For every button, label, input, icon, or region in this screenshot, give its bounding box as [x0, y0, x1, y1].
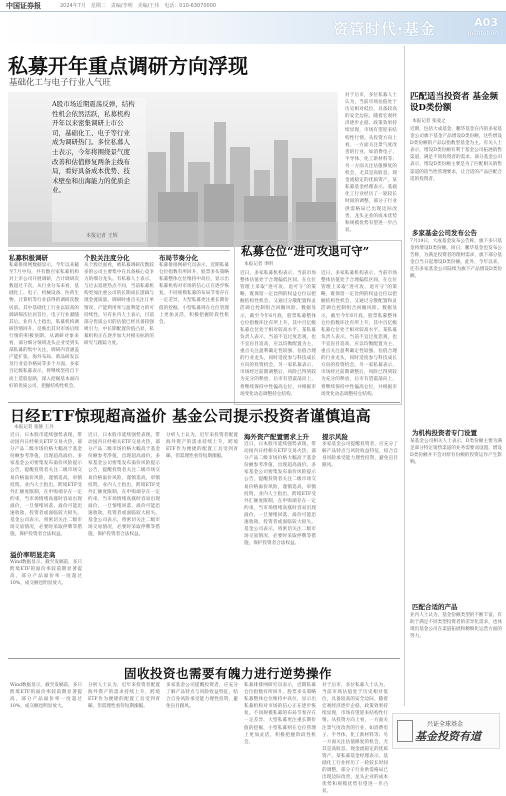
masthead-strip — [0, 0, 506, 12]
article4-body: 私募排排网研究员表示，近期私募仓位指数有所回升，股票多头策略私募整体仓位维持中高位，显示出私募机构对市场的信心正在逐步恢复。不同规模私募的布局节奏存在一定差异，大型私募更注重长期价值的挖掘，小型私募则在仓位管理上更加灵活，积极把握阶段性机会。 — [244, 683, 316, 745]
sidebar-body: 某基金公司相关人士表示，D类份额主要为满足部分特定销售渠道的业务需要而设置，增设D类份额并不会对原有份额的投资运作产生影响。 — [410, 439, 502, 466]
article3-section-heading: 提示风险 — [322, 433, 348, 441]
article1-body: 从个股层面看，被私募调研次数较多的公司主要集中在具备核心竞争力的细分龙头。有私募人士表示，与过去追逐热点不同，当前私募机构更加注重公司的长期成长逻辑与现金流质量，调研时重点关注订单情况、产能利用率与盈利能力的可持续性。另有业内人士表示，目前部分优质公司的估值已经具备较强吸引力，中长期配置价值凸显，私募机构正在逐步加大对相关标的的研究与跟踪力度。 — [84, 263, 154, 347]
divider — [8, 402, 400, 403]
article2-body-continued: 近日，多家私募机构表示，当前市场整体估值处于合理偏低区间，在仓位管理上采取“进可攻、退可守”的策略，既保留一定比例的权益仓位以把握结构性机会，又通过分散配置和灵活调仓控制组合回撤风险。数据显示，截至今年6月底，股票私募整体仓位指数环比有所上升，其中百亿级私募仓位处于相对较高水平。某私募负责人表示，当前不宜过度悲观，也不宜盲目追高，应以均衡配置为主，重点关注盈利确定性较强、估值合理的行业龙头，同时适度参与科技成长方向的投资机会。另一家私募表示，市场经过前期调整后，风险已得到较为充分的释放，后市有望震荡向上，将继续保持中性偏高仓位，并根据市场变化动态调整持仓结构。 — [321, 271, 397, 397]
sidebar-body: 7月19日，大成基金发布公告称，旗下多只基金将增设D类份额。同日，鹏华基金也发布公告称，为满足投资者的理财需求，旗下部分基金自当日起增设D类份额。此外，今年以来，还有多家基金公司陆续为旗下产品增设D类份额。 — [410, 239, 502, 280]
ad-company: 兴证全球基金 — [427, 721, 464, 728]
divider — [8, 250, 230, 251]
sidebar-body: 业内人士认为，基金份额类型的不断丰富，有助于满足不同类型投资者的差异化需求，也体现出基金公司在渠道拓展和精细化运营方面的努力。 — [410, 613, 502, 640]
article3-section-heading: 海外资产配置需求上升 — [244, 433, 309, 441]
article4-headline: 固收投资也需要有魄力进行逆势操作 — [124, 666, 333, 681]
section-title: 资管时代·基金 — [333, 20, 436, 38]
sidebar-divider — [404, 46, 405, 706]
article1-section-heading: 个股关注度分化 — [84, 254, 130, 262]
brand-logo-icon — [397, 720, 413, 742]
section-banner — [0, 12, 506, 44]
article4-body: 多家基金公司提醒投资者，应充分了解产品特点与风险收益特征，结合自身风险承受能力理性投资，避免盲目跟风。 — [166, 683, 238, 710]
article4-body: 分析人士认为，近年来投资者配置海外资产的需求持续上升，跨境ETF作为便捷的配置工具受到青睐，但需理性看待短期涨幅。 — [88, 683, 160, 710]
article3-body: Wind数据显示，截至发稿前，多只跨境ETF的溢价率较前期显著提高，部分产品溢价率一度超过10%，成交额也明显放大。 — [10, 560, 82, 587]
article1-subheadline: 基础化工与电子行业人气旺 — [9, 78, 112, 88]
page-number: A03 — [474, 16, 498, 29]
article3-byline: 本报记者 张静 王丹 — [14, 425, 54, 430]
article3-body: 近日，日本股市延续强势表现，带动国内日经相关ETF交易火热，部分产品二级市场价格大幅高于基金份额参考净值，出现超高溢价。多家基金公司密集发布溢价风险提示公告，提醒投资者关注二级市场交易价格溢价风险，谨慎追高，审慎投资。业内人士指出，跨境ETF受外汇额度限制，在申购端存在一定约束，当市场情绪高涨时容易出现溢价，一旦情绪回落，溢价可能迅速收敛，投资者或面临较大损失。基金公司表示，将密切关注二级市场交易情况，必要时采取停牌等措施，保护投资者合法权益。 — [10, 433, 82, 538]
article1-body: 私募排排网研究员表示，近期私募仓位指数有所回升，股票多头策略私募整体仓位维持中高位，显示出私募机构对市场的信心正在逐步恢复。不同规模私募的布局节奏存在一定差异，大型私募更注重长期价值的挖掘，小型私募则在仓位管理上更加灵活，积极把握阶段性机会。 — [159, 263, 229, 325]
article3-body: 近日，日本股市延续强势表现，带动国内日经相关ETF交易火热，部分产品二级市场价格大幅高于基金份额参考净值，出现超高溢价。多家基金公司密集发布溢价风险提示公告，提醒投资者关注二级市场交易价格溢价风险，谨慎追高，审慎投资。业内人士指出，跨境ETF受外汇额度限制，在申购端存在一定约束，当市场情绪高涨时容易出现溢价，一旦情绪回落，溢价可能迅速收敛，投资者或面临较大损失。基金公司表示，将密切关注二级市场交易情况，必要时采取停牌等措施，保护投资者合法权益。 — [88, 433, 160, 538]
article2-body: 近日，多家私募机构表示，当前市场整体估值处于合理偏低区间，在仓位管理上采取“进可攻、退可守”的策略，既保留一定比例的权益仓位以把握结构性机会，又通过分散配置和灵活调仓控制组合回撤风险。数据显示，截至今年6月底，股票私募整体仓位指数环比有所上升，其中百亿级私募仓位处于相对较高水平。某私募负责人表示，当前不宜过度悲观，也不宜盲目追高，应以均衡配置为主，重点关注盈利确定性较强、估值合理的行业龙头，同时适度参与科技成长方向的投资机会。另一家私募表示，市场经过前期调整后，风险已得到较为充分的释放，后市有望震荡向上，将继续保持中性偏高仓位，并根据市场变化动态调整持仓结构。 — [240, 271, 316, 397]
article3-section-heading: 溢价率明显走高 — [10, 551, 56, 559]
article2-byline: 本报记者 李明 — [244, 262, 274, 267]
article1-section-heading: 私募积极调研 — [9, 254, 48, 262]
ad-slogan: 基金投资有道 — [415, 730, 481, 743]
article1-body: 对于后市，多位私募人士认为，当前市场估值处于历史相对低位，具备较高的安全边际，随着宏观经济逐步企稳、政策效果持续显现，市场有望迎来结构性行情。从投资方向上看，一方面关注景气度改善的行业，如消费电子、半导体、化工新材料等；另一方面关注估值修复的机会，尤其是高股息、现金流稳定的优质资产。某私募基金经理表示，基础化工行业经历了一轮较长时间的调整，部分子行业供需格局已出现边际改善，龙头企业的成本优势和规模优势有望进一步凸显。 — [345, 93, 397, 233]
article1-body: 私募排排网数据显示，今年以来截至7月中旬，共有数百家私募机构对上市公司开展调研，合计调研次数超过千次。从行业分布来看，基础化工、电子、机械设备、医药生物、计算机等行业获得的调研次数居前。其中基础化工行业以较高的调研频次位居首位，电子行业紧随其后。业内人士指出，私募机构调研热情回升，反映出其对市场后续行情的积极预期。从调研对象来看，部分细分领域龙头企业受到头部私募的集中关注，调研内容涵盖产能扩张、海外布局、新品研发以及行业竞争格局等多个方面。多家百亿级私募表示，将继续坚持自下而上选股思路，深入挖掘基本面向好的优质公司，把握结构性机会。 — [9, 263, 79, 389]
article4-body: 对于后市，多位私募人士认为，当前市场估值处于历史相对低位，具备较高的安全边际，随着宏观经济逐步企稳、政策效果持续显现，市场有望迎来结构性行情。从投资方向上看，一方面关注景气度改善的行业，如消费电子、半导体、化工新材料等；另一方面关注估值修复的机会，尤其是高股息、现金流稳定的优质资产。某私募基金经理表示，基础化工行业经历了一轮较长时间的调整，部分子行业供需格局已出现边际改善，龙头企业的成本优势和规模优势有望进一步凸显。 — [322, 683, 388, 795]
page-subtitle: Institution — [467, 30, 498, 37]
article3-body: 分析人士认为，近年来投资者配置海外资产的需求持续上升，跨境ETF作为便捷的配置工具受到青睐，但需理性看待短期涨幅。 — [166, 433, 238, 460]
masthead-meta: 2024年7月 星期二 责编/李明 美编/王伟 电话：010-63070000 — [60, 3, 217, 9]
article1-section-heading: 布局节奏分化 — [159, 254, 198, 262]
article3-body: 多家基金公司提醒投资者，应充分了解产品特点与风险收益特征，结合自身风险承受能力理性投资，避免盲目跟风。 — [322, 442, 398, 469]
sidebar-byline: 本报记者 张凌之 — [412, 119, 446, 124]
sidebar-subheading: 为机构投资者专门设置 — [412, 429, 477, 437]
sidebar-body: 近期，包括大成基金、鹏华基金在内的多家基金公司旗下基金产品增设D类份额，这些增设D类份额的产品以指数型基金为主。有关人士表示，增设D类份额有利于基金公司拓展销售渠道，满足不同投资者的需求。部分基金公司表示，增设D类份额主要是为了匹配相关销售渠道的适当性管理要求，让合适的产品匹配合适的投资者。 — [410, 127, 502, 182]
article3-body: 近日，日本股市延续强势表现，带动国内日经相关ETF交易火热，部分产品二级市场价格大幅高于基金份额参考净值，出现超高溢价。多家基金公司密集发布溢价风险提示公告，提醒投资者关注二级市场交易价格溢价风险，谨慎追高，审慎投资。业内人士指出，跨境ETF受外汇额度限制，在申购端存在一定约束，当市场情绪高涨时容易出现溢价，一旦情绪回落，溢价可能迅速收敛，投资者或面临较大损失。基金公司表示，将密切关注二级市场交易情况，必要时采取停牌等措施，保护投资者合法权益。 — [244, 442, 316, 547]
sidebar-headline: 匹配适当投资者 基金频设D类份额 — [410, 92, 498, 113]
divider — [8, 658, 400, 659]
article2-headline: 私募仓位“进可攻退可守” — [241, 244, 370, 258]
article1-lead: A股市场近期震荡反弹，结构性机会依然活跃，私募机构开年以来密集调研上市公司，基础化工、电子等行业成为调研热门。多位私募人士表示，今年将围绕景气度改善和估值修复两条主线布局，看好具备成本优势、技术壁垒和出海能力的优质企业。 — [52, 100, 135, 195]
advertisement — [392, 713, 500, 749]
sidebar-subheading: 匹配合适的产品 — [412, 603, 458, 611]
newspaper-logo: 中国证券报 — [6, 1, 41, 10]
article1-byline: 本报记者 王辉 — [86, 233, 118, 239]
article1-headline: 私募开年重点调研方向浮现 — [8, 54, 248, 78]
article3-headline: 日经ETF惊现超高溢价 基金公司提示投资者谨慎追高 — [10, 407, 371, 425]
sidebar-subheading: 多家基金公司发布公告 — [412, 229, 477, 237]
article4-body: Wind数据显示，截至发稿前，多只跨境ETF的溢价率较前期显著提高，部分产品溢价率一度超过10%，成交额也明显放大。 — [10, 683, 82, 710]
